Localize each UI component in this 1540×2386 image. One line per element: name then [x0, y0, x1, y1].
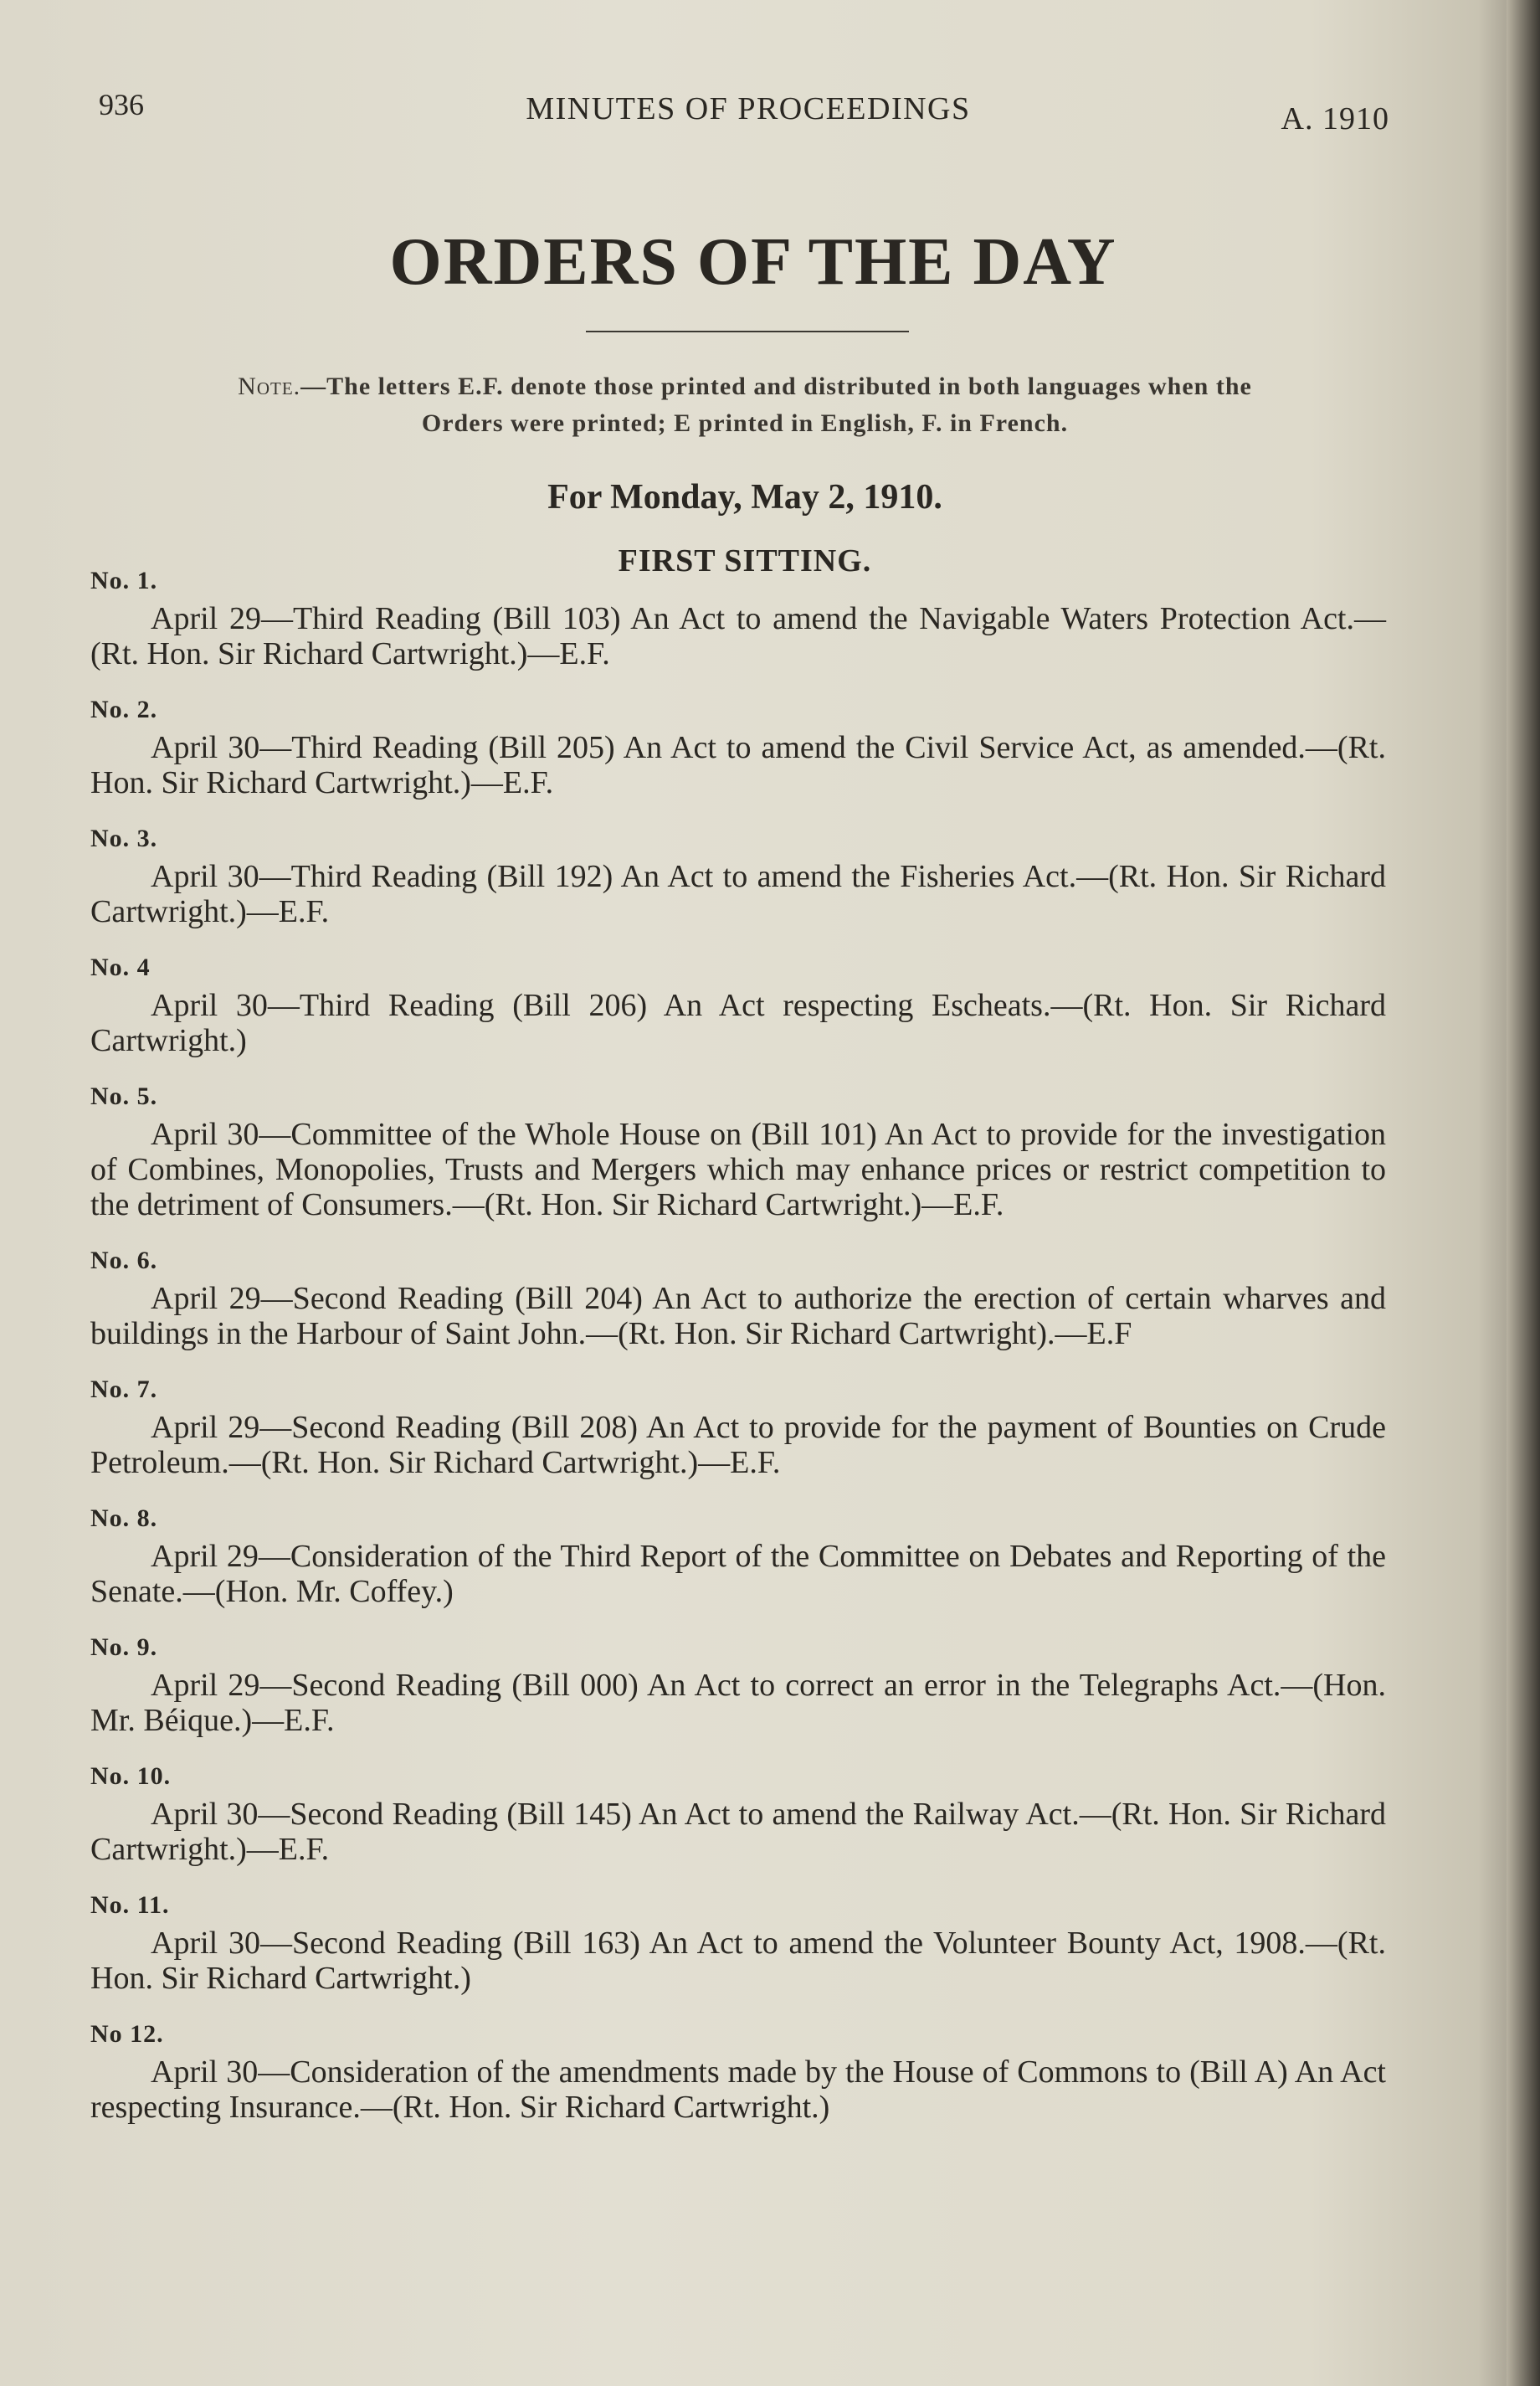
order-number: No. 4: [90, 954, 151, 981]
order-item: [90, 1078, 1386, 1222]
note-paragraph: [92, 368, 1398, 442]
order-item: [90, 692, 1386, 800]
date-heading: For Monday, May 2, 1910.: [547, 478, 942, 517]
order-text: April 30—Second Reading (Bill 163) An Act to amend the Volunteer Bounty Act, 1908.—(Rt. Hon. Sir Richard Cartwright.): [90, 1926, 1386, 1996]
order-text: April 29—Consideration of the Third Report of the Committee on Debates and Reporting of the Senate.—(Hon. Mr. Coffey.): [90, 1539, 1386, 1609]
order-text: April 30—Third Reading (Bill 205) An Act to amend the Civil Service Act, as amended.—(Rt. Hon. Sir Richard Cartwright.)—E.F.: [90, 730, 1386, 800]
order-number: No. 3.: [90, 825, 158, 852]
orders-list: [90, 563, 1386, 2145]
running-title: MINUTES OF PROCEEDINGS: [526, 91, 971, 126]
session-reference: A. 1910: [1281, 101, 1389, 136]
order-text: April 29—Second Reading (Bill 204) An Act to authorize the erection of certain wharves and buildings in the Harbour of Saint John.—(Rt. Hon. Sir Richard Cartwright).—E.F: [90, 1281, 1386, 1351]
order-item: [90, 1887, 1386, 1996]
order-number: No. 8.: [90, 1504, 158, 1532]
order-text: April 30—Committee of the Whole House on (Bill 101) An Act to provide for the investigation of Combines, Monopolies, Trusts and Mergers which may enhance prices or restrict competition to the detriment of Consumers.—(Rt. Hon. Sir Richard Cartwright.)—E.F.: [90, 1117, 1386, 1222]
order-item: [90, 1629, 1386, 1738]
order-number: No. 11.: [90, 1891, 170, 1919]
order-number: No 12.: [90, 2020, 164, 2048]
order-number: No. 1.: [90, 567, 158, 594]
order-item: [90, 820, 1386, 929]
page-number: 936: [99, 88, 144, 121]
order-text: April 29—Second Reading (Bill 208) An Act to provide for the payment of Bounties on Crude Petroleum.—(Rt. Hon. Sir Richard Cartwright.)—E.F.: [90, 1410, 1386, 1480]
note-label: Note.: [238, 373, 301, 400]
order-number: No. 6.: [90, 1247, 158, 1274]
order-text: April 30—Consideration of the amendments made by the House of Commons to (Bill A) An Act respecting Insurance.—(Rt. Hon. Sir Richard Cartwright.): [90, 2054, 1386, 2125]
order-item: [90, 1758, 1386, 1867]
order-number: No. 7.: [90, 1376, 158, 1403]
sitting-heading: FIRST SITTING.: [618, 543, 872, 579]
order-number: No. 9.: [90, 1633, 158, 1661]
order-number: No. 5.: [90, 1082, 158, 1110]
order-text: April 30—Third Reading (Bill 192) An Act to amend the Fisheries Act.—(Rt. Hon. Sir Richard Cartwright.)—E.F.: [90, 859, 1386, 929]
order-item: [90, 1242, 1386, 1351]
order-item: [90, 949, 1386, 1058]
order-text: April 30—Second Reading (Bill 145) An Act to amend the Railway Act.—(Rt. Hon. Sir Richard Cartwright.)—E.F.: [90, 1797, 1386, 1867]
order-text: April 30—Third Reading (Bill 206) An Act respecting Escheats.—(Rt. Hon. Sir Richard Cartwright.): [90, 988, 1386, 1058]
order-number: No. 10.: [90, 1762, 172, 1790]
note-line-1: [92, 368, 1398, 405]
book-spine-shadow: [1507, 0, 1540, 2386]
order-item: [90, 2016, 1386, 2125]
page-header: [99, 84, 1398, 134]
note-text-1: —The letters E.F. denote those printed and distributed in both languages when the: [300, 373, 1252, 400]
title-divider: [586, 331, 909, 332]
page-title: ORDERS OF THE DAY: [389, 225, 1117, 299]
order-text: April 29—Third Reading (Bill 103) An Act to amend the Navigable Waters Protection Act.—(Rt. Hon. Sir Richard Cartwright.)—E.F.: [90, 601, 1386, 671]
note-line-2: Orders were printed; E printed in English, F. in French.: [421, 409, 1069, 437]
order-item: [90, 1371, 1386, 1480]
order-number: No. 2.: [90, 696, 158, 723]
order-item: [90, 563, 1386, 671]
order-item: [90, 1500, 1386, 1609]
order-text: April 29—Second Reading (Bill 000) An Act to correct an error in the Telegraphs Act.—(Hon. Mr. Béique.)—E.F.: [90, 1668, 1386, 1738]
